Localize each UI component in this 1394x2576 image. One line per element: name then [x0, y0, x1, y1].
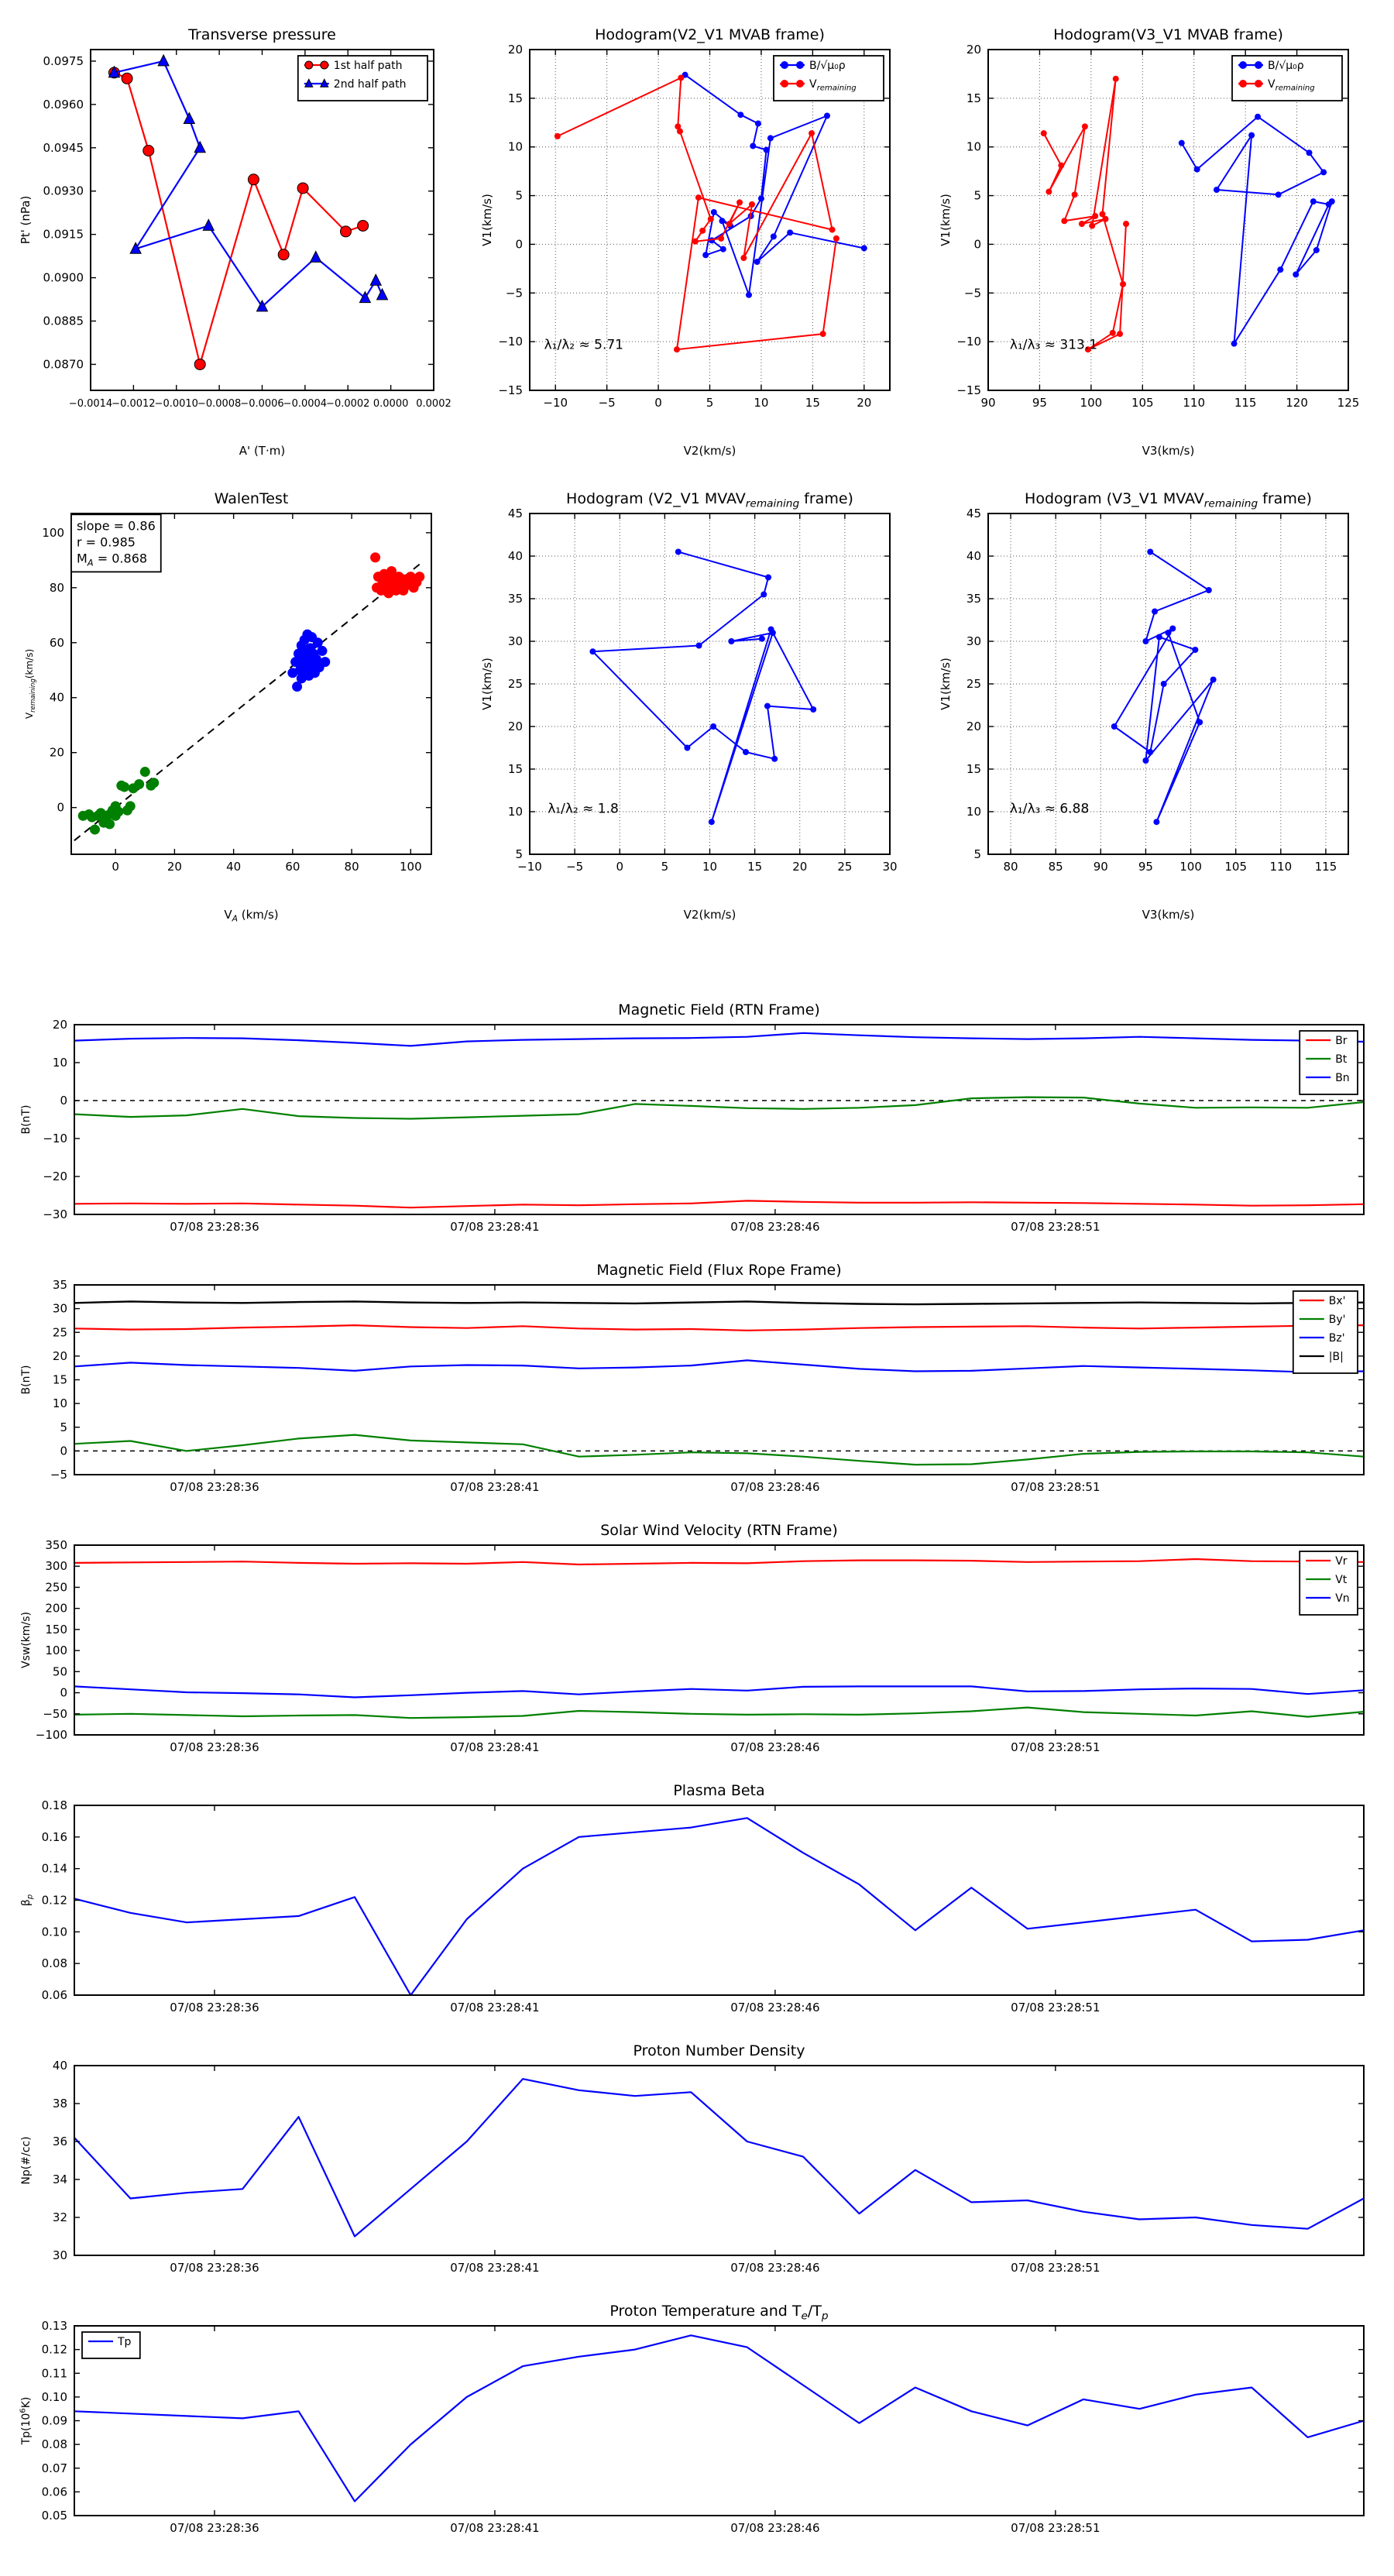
svg-text:λ₁/λ₂ ≈ 1.8: λ₁/λ₂ ≈ 1.8 — [548, 801, 619, 817]
svg-text:07/08 23:28:46: 07/08 23:28:46 — [730, 2261, 820, 2275]
svg-text:0.16: 0.16 — [41, 1829, 67, 1844]
svg-text:10: 10 — [52, 1396, 67, 1411]
svg-text:−10: −10 — [543, 396, 568, 410]
svg-text:07/08 23:28:41: 07/08 23:28:41 — [450, 2001, 540, 2014]
svg-text:80: 80 — [1003, 860, 1018, 874]
svg-text:45: 45 — [966, 507, 981, 520]
svg-text:15: 15 — [966, 762, 981, 776]
chart-hodogram-v3v1-mvab — [926, 11, 1368, 464]
svg-text:−0.0006: −0.0006 — [240, 398, 284, 410]
svg-text:95: 95 — [1138, 860, 1153, 874]
svg-text:B(nT): B(nT) — [20, 1104, 33, 1135]
svg-text:−15: −15 — [498, 383, 523, 397]
svg-text:2nd half path: 2nd half path — [333, 78, 407, 91]
svg-text:25: 25 — [966, 677, 981, 691]
svg-text:0.0900: 0.0900 — [43, 270, 84, 285]
svg-text:40: 40 — [966, 549, 981, 563]
svg-text:λ₁/λ₃ ≈ 6.88: λ₁/λ₃ ≈ 6.88 — [1009, 801, 1090, 817]
legend — [82, 2332, 140, 2358]
svg-text:V3(km/s): V3(km/s) — [1142, 444, 1195, 458]
svg-text:0: 0 — [60, 1444, 67, 1458]
svg-text:r = 0.985: r = 0.985 — [76, 534, 136, 550]
chart-svg-proton-number-density — [12, 2040, 1394, 2296]
annotation — [1010, 338, 1097, 353]
svg-text:−5: −5 — [598, 396, 616, 410]
svg-text:07/08 23:28:51: 07/08 23:28:51 — [1011, 2521, 1100, 2535]
svg-text:200: 200 — [45, 1601, 67, 1616]
svg-text:07/08 23:28:46: 07/08 23:28:46 — [730, 1220, 820, 1234]
svg-text:0.08: 0.08 — [41, 1956, 67, 1971]
svg-text:V1(km/s): V1(km/s) — [480, 194, 494, 246]
svg-text:07/08 23:28:51: 07/08 23:28:51 — [1011, 1480, 1100, 1494]
panel-magnetic-field-flux-rope — [12, 1259, 1394, 1515]
svg-text:110: 110 — [1269, 860, 1293, 874]
svg-text:−100: −100 — [35, 1728, 67, 1742]
svg-text:40: 40 — [226, 860, 242, 874]
svg-text:07/08 23:28:51: 07/08 23:28:51 — [1011, 2001, 1100, 2014]
svg-text:105: 105 — [1131, 396, 1154, 410]
svg-text:Hodogram (V2_V1 MVAVremaining: Hodogram (V2_V1 $MVAV_{remaining}$ frame) — [566, 490, 853, 510]
svg-text:45: 45 — [507, 507, 523, 520]
svg-text:0.12: 0.12 — [41, 2342, 67, 2357]
svg-text:B/√μ₀ρ: B/√μ₀ρ — [1268, 60, 1304, 72]
svg-text:−0.0012: −0.0012 — [112, 398, 156, 410]
svg-text:−0.0010: −0.0010 — [154, 398, 198, 410]
svg-text:25: 25 — [837, 860, 853, 874]
svg-text:07/08 23:28:36: 07/08 23:28:36 — [170, 2001, 259, 2014]
svg-text:0: 0 — [112, 860, 119, 874]
svg-text:115: 115 — [1234, 396, 1257, 410]
svg-text:5: 5 — [515, 188, 523, 203]
svg-text:50: 50 — [52, 1664, 67, 1679]
chart-svg-walen-test — [9, 475, 451, 928]
chart-hodogram-v2v1-mvav — [468, 475, 909, 928]
svg-text:V1(km/s): V1(km/s) — [939, 658, 953, 710]
svg-text:100: 100 — [42, 525, 64, 540]
svg-text:−0.0008: −0.0008 — [197, 398, 242, 410]
chart-svg-transverse-pressure — [9, 11, 451, 464]
svg-text:−15: −15 — [956, 383, 981, 397]
svg-text:Bn: Bn — [1335, 1072, 1350, 1084]
chart-svg-magnetic-field-flux-rope — [12, 1259, 1394, 1515]
svg-text:Vremaining(km/s): $V_{remaining}(km/s)$ — [24, 648, 37, 720]
svg-text:60: 60 — [49, 635, 64, 650]
svg-text:−0.0004: −0.0004 — [283, 398, 328, 410]
svg-text:0.11: 0.11 — [41, 2366, 67, 2381]
svg-text:5: 5 — [973, 188, 981, 203]
svg-text:07/08 23:28:46: 07/08 23:28:46 — [730, 2001, 820, 2014]
svg-text:40: 40 — [52, 2059, 67, 2073]
svg-text:Bx': Bx' — [1328, 1295, 1346, 1307]
svg-text:30: 30 — [882, 860, 898, 874]
svg-text:80: 80 — [49, 580, 64, 595]
svg-text:15: 15 — [805, 396, 820, 410]
svg-text:120: 120 — [1286, 396, 1308, 410]
svg-text:350: 350 — [45, 1538, 67, 1552]
svg-text:B/√μ₀ρ: B/√μ₀ρ — [809, 60, 846, 72]
svg-text:0.10: 0.10 — [41, 1925, 67, 1939]
legend — [1300, 1031, 1358, 1094]
panel-plasma-beta — [12, 1780, 1394, 2035]
svg-text:0.0000: 0.0000 — [373, 398, 409, 410]
svg-text:−50: −50 — [43, 1706, 67, 1721]
svg-text:|B|: |B| — [1328, 1351, 1344, 1363]
annotation — [544, 338, 623, 353]
top-row-2 — [9, 475, 1394, 928]
svg-text:95: 95 — [1032, 396, 1047, 410]
panel-proton-number-density — [12, 2040, 1394, 2296]
svg-text:85: 85 — [1048, 860, 1063, 874]
legend — [1293, 1291, 1358, 1373]
svg-text:0.06: 0.06 — [41, 1988, 67, 2002]
svg-text:30: 30 — [52, 1301, 67, 1316]
svg-text:105: 105 — [1224, 860, 1248, 874]
annotation — [1010, 802, 1089, 817]
svg-text:15: 15 — [52, 1372, 67, 1387]
svg-text:MA = 0.868: $M_A = 0.868$ — [76, 551, 148, 568]
chart-svg-hodogram-v3v1-mvav — [926, 475, 1368, 928]
svg-text:VA (km/s): $V_A$ (km/s) — [224, 908, 279, 924]
svg-text:V2(km/s): V2(km/s) — [683, 444, 736, 458]
svg-text:10: 10 — [507, 805, 523, 819]
svg-text:36: 36 — [52, 2135, 67, 2148]
svg-text:Transverse pressure: Transverse pressure — [188, 26, 336, 43]
svg-text:0.0930: 0.0930 — [43, 184, 84, 198]
svg-text:Bz': Bz' — [1328, 1332, 1345, 1345]
svg-text:25: 25 — [507, 677, 523, 691]
chart-hodogram-v2v1-mvab — [468, 11, 909, 464]
svg-text:Vt: Vt — [1335, 1574, 1348, 1586]
svg-text:V1(km/s): V1(km/s) — [939, 194, 953, 246]
svg-text:Plasma Beta: Plasma Beta — [673, 1782, 765, 1799]
svg-text:30: 30 — [966, 634, 981, 648]
svg-text:0.06: 0.06 — [41, 2485, 67, 2499]
svg-text:20: 20 — [966, 43, 981, 57]
svg-text:250: 250 — [45, 1580, 67, 1595]
svg-text:10: 10 — [966, 805, 981, 819]
svg-text:0: 0 — [616, 860, 624, 874]
svg-text:0: 0 — [57, 800, 64, 815]
svg-text:07/08 23:28:36: 07/08 23:28:36 — [170, 2521, 259, 2535]
svg-text:−10: −10 — [498, 335, 523, 349]
svg-text:−10: −10 — [517, 860, 542, 874]
svg-text:0.05: 0.05 — [41, 2509, 67, 2523]
svg-text:By': By' — [1328, 1314, 1346, 1326]
svg-text:0.10: 0.10 — [41, 2389, 67, 2404]
svg-text:Bt: Bt — [1335, 1053, 1348, 1066]
svg-text:Vr: Vr — [1335, 1555, 1348, 1568]
chart-svg-proton-temperature — [12, 2300, 1394, 2556]
svg-text:βp: $\beta_p$ — [20, 1894, 35, 1907]
svg-text:5: 5 — [60, 1420, 67, 1434]
svg-text:−10: −10 — [956, 335, 981, 349]
svg-text:07/08 23:28:36: 07/08 23:28:36 — [170, 1480, 259, 1494]
svg-text:07/08 23:28:41: 07/08 23:28:41 — [450, 1740, 540, 1754]
chart-svg-hodogram-v3v1-mvab — [926, 11, 1368, 464]
svg-text:35: 35 — [52, 1278, 67, 1292]
chart-transverse-pressure — [9, 11, 451, 464]
legend — [1232, 56, 1342, 101]
svg-text:5: 5 — [973, 847, 981, 861]
legend — [774, 56, 884, 101]
svg-text:10: 10 — [966, 139, 981, 154]
svg-text:Tp: Tp — [118, 2336, 132, 2348]
time-series-panels — [9, 999, 1394, 2556]
panel-proton-temperature — [12, 2300, 1394, 2556]
svg-text:Proton Number Density: Proton Number Density — [633, 2042, 805, 2059]
svg-text:−0.0002: −0.0002 — [326, 398, 370, 410]
svg-text:−20: −20 — [43, 1170, 67, 1183]
svg-text:0.0960: 0.0960 — [43, 97, 84, 112]
svg-text:90: 90 — [1093, 860, 1108, 874]
svg-text:150: 150 — [45, 1622, 67, 1637]
svg-text:0: 0 — [515, 237, 523, 252]
svg-text:Vremaining: $V_{remaining}$ — [1268, 78, 1315, 93]
svg-text:Vsw(km/s): Vsw(km/s) — [20, 1611, 33, 1669]
svg-text:07/08 23:28:51: 07/08 23:28:51 — [1011, 1740, 1100, 1754]
svg-text:0.18: 0.18 — [41, 1798, 67, 1812]
chart-svg-hodogram-v2v1-mvab — [468, 11, 909, 464]
svg-text:20: 20 — [167, 860, 182, 874]
svg-text:1st half path: 1st half path — [333, 60, 403, 72]
svg-text:30: 30 — [507, 634, 523, 648]
svg-text:Magnetic Field (Flux Rope Fram: Magnetic Field (Flux Rope Frame) — [596, 1262, 842, 1279]
svg-text:−0.0014: −0.0014 — [68, 398, 113, 410]
svg-text:125: 125 — [1337, 396, 1360, 410]
svg-text:20: 20 — [857, 396, 872, 410]
svg-text:−5: −5 — [505, 286, 523, 301]
svg-text:0: 0 — [60, 1094, 67, 1108]
svg-text:07/08 23:28:41: 07/08 23:28:41 — [450, 1220, 540, 1234]
panel-solar-wind-velocity — [12, 1520, 1394, 1775]
svg-text:300: 300 — [45, 1559, 67, 1574]
svg-text:32: 32 — [52, 2210, 67, 2224]
svg-text:0.07: 0.07 — [41, 2461, 67, 2475]
svg-text:5: 5 — [515, 847, 523, 861]
chart-svg-hodogram-v2v1-mvav — [468, 475, 909, 928]
svg-text:07/08 23:28:51: 07/08 23:28:51 — [1011, 1220, 1100, 1234]
svg-text:0.0002: 0.0002 — [416, 398, 451, 410]
svg-text:20: 20 — [507, 43, 523, 57]
svg-text:Solar Wind Velocity (RTN Frame: Solar Wind Velocity (RTN Frame) — [600, 1522, 838, 1539]
svg-text:10: 10 — [52, 1056, 67, 1070]
svg-text:20: 20 — [52, 1348, 67, 1363]
svg-text:90: 90 — [980, 396, 996, 410]
svg-text:0: 0 — [60, 1685, 67, 1700]
svg-text:100: 100 — [1179, 860, 1202, 874]
svg-text:0: 0 — [654, 396, 662, 410]
svg-text:WalenTest: WalenTest — [214, 490, 289, 507]
svg-text:−5: −5 — [50, 1468, 67, 1482]
svg-text:30: 30 — [52, 2248, 67, 2262]
svg-text:110: 110 — [1183, 396, 1206, 410]
chart-walen-test — [9, 475, 451, 928]
svg-text:Hodogram(V3_V1 MVAB frame): Hodogram(V3_V1 MVAB frame) — [1053, 26, 1283, 43]
chart-svg-magnetic-field-rtn — [12, 999, 1394, 1255]
svg-text:115: 115 — [1314, 860, 1337, 874]
chart-hodogram-v3v1-mvav — [926, 475, 1368, 928]
panel-magnetic-field-rtn — [12, 999, 1394, 1255]
svg-text:0.12: 0.12 — [41, 1893, 67, 1908]
svg-text:V3(km/s): V3(km/s) — [1142, 908, 1195, 922]
svg-text:0.14: 0.14 — [41, 1861, 67, 1876]
svg-text:07/08 23:28:36: 07/08 23:28:36 — [170, 2261, 259, 2275]
svg-text:40: 40 — [49, 690, 64, 705]
svg-text:0.0915: 0.0915 — [43, 227, 84, 242]
svg-text:V1(km/s): V1(km/s) — [480, 658, 494, 710]
svg-text:07/08 23:28:36: 07/08 23:28:36 — [170, 1740, 259, 1754]
svg-text:Hodogram(V2_V1 MVAB frame): Hodogram(V2_V1 MVAB frame) — [595, 26, 825, 43]
svg-text:10: 10 — [702, 860, 718, 874]
svg-text:Tp(106K): $Tp(10^6K)$ — [19, 2396, 33, 2445]
svg-text:100: 100 — [1080, 396, 1103, 410]
svg-text:0: 0 — [973, 237, 981, 252]
svg-text:5: 5 — [706, 396, 714, 410]
svg-text:34: 34 — [52, 2172, 67, 2186]
svg-text:−5: −5 — [566, 860, 584, 874]
svg-text:35: 35 — [507, 592, 523, 606]
svg-text:20: 20 — [966, 720, 981, 733]
svg-text:Hodogram (V3_V1 MVAVremaining: Hodogram (V3_V1 $MVAV_{remaining}$ frame) — [1025, 490, 1312, 510]
svg-text:38: 38 — [52, 2097, 67, 2111]
svg-text:100: 100 — [399, 860, 422, 874]
svg-text:07/08 23:28:46: 07/08 23:28:46 — [730, 1480, 820, 1494]
svg-text:5: 5 — [661, 860, 669, 874]
svg-text:0.0945: 0.0945 — [43, 140, 84, 155]
svg-text:60: 60 — [285, 860, 300, 874]
svg-text:15: 15 — [507, 91, 523, 105]
chart-svg-solar-wind-velocity-rtn — [12, 1520, 1394, 1775]
svg-text:07/08 23:28:41: 07/08 23:28:41 — [450, 1480, 540, 1494]
svg-text:λ₁/λ₂ ≈ 5.71: λ₁/λ₂ ≈ 5.71 — [544, 337, 623, 353]
svg-text:15: 15 — [507, 762, 523, 776]
svg-text:07/08 23:28:46: 07/08 23:28:46 — [730, 1740, 820, 1754]
svg-text:15: 15 — [966, 91, 981, 105]
svg-text:20: 20 — [52, 1018, 67, 1032]
svg-text:V2(km/s): V2(km/s) — [683, 908, 736, 922]
svg-text:0.0885: 0.0885 — [43, 314, 84, 328]
svg-text:40: 40 — [507, 549, 523, 563]
svg-text:10: 10 — [754, 396, 769, 410]
legend — [298, 56, 427, 101]
legend — [1300, 1551, 1358, 1615]
annotation — [71, 514, 161, 572]
svg-text:100: 100 — [45, 1643, 67, 1658]
svg-text:−30: −30 — [43, 1207, 67, 1221]
svg-text:Magnetic Field (RTN Frame): Magnetic Field (RTN Frame) — [618, 1001, 820, 1018]
svg-text:07/08 23:28:36: 07/08 23:28:36 — [170, 1220, 259, 1234]
chart-svg-plasma-beta — [12, 1780, 1394, 2035]
svg-text:0.13: 0.13 — [41, 2319, 67, 2333]
svg-text:−5: −5 — [963, 286, 981, 301]
svg-text:15: 15 — [747, 860, 763, 874]
svg-text:0.09: 0.09 — [41, 2413, 67, 2428]
svg-text:−10: −10 — [43, 1132, 67, 1145]
svg-text:Vremaining: $V_{remaining}$ — [809, 78, 857, 93]
svg-text:07/08 23:28:46: 07/08 23:28:46 — [730, 2521, 820, 2535]
svg-text:A' (T·m): A' (T·m) — [239, 444, 286, 458]
svg-text:25: 25 — [52, 1325, 67, 1340]
svg-text:Br: Br — [1335, 1035, 1348, 1047]
svg-text:07/08 23:28:51: 07/08 23:28:51 — [1011, 2261, 1100, 2275]
svg-text:B(nT): B(nT) — [20, 1365, 33, 1395]
svg-text:20: 20 — [49, 745, 64, 760]
svg-text:slope = 0.86: slope = 0.86 — [76, 518, 156, 534]
svg-text:Vn: Vn — [1335, 1592, 1350, 1605]
top-row-1 — [9, 11, 1394, 464]
svg-text:Pt' (nPa): Pt' (nPa) — [19, 195, 33, 245]
svg-text:20: 20 — [792, 860, 808, 874]
svg-text:Proton Temperature and Te/Tp: Proton Temperature and $T_e/T_p$ — [609, 2303, 829, 2323]
svg-text:0.0870: 0.0870 — [43, 357, 84, 372]
svg-text:20: 20 — [507, 720, 523, 733]
svg-text:10: 10 — [507, 139, 523, 154]
svg-text:07/08 23:28:41: 07/08 23:28:41 — [450, 2521, 540, 2535]
svg-text:0.0975: 0.0975 — [43, 53, 84, 68]
svg-text:80: 80 — [344, 860, 359, 874]
svg-text:0.08: 0.08 — [41, 2437, 67, 2452]
svg-text:λ₁/λ₃ ≈ 313.1: λ₁/λ₃ ≈ 313.1 — [1009, 337, 1098, 353]
svg-text:35: 35 — [966, 592, 981, 606]
annotation — [548, 802, 619, 817]
svg-text:07/08 23:28:41: 07/08 23:28:41 — [450, 2261, 540, 2275]
svg-text:Np(#/cc): Np(#/cc) — [20, 2136, 33, 2185]
